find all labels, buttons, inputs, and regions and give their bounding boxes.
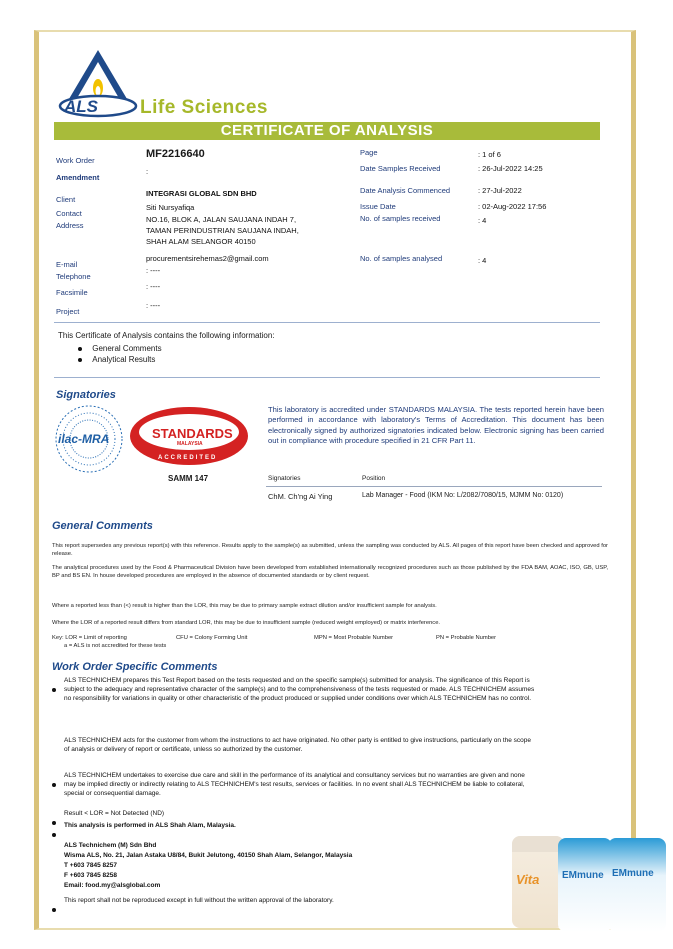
samples-analysed-value: : 4 [478, 256, 487, 265]
address-phone: T +603 7845 8257 [64, 862, 117, 869]
label-work-order: Work Order [56, 156, 95, 165]
accreditation-statement: This laboratory is accredited under STANDARDS MALAYSIA. The tests reported herein have been performed in accordance with laboratory's Terms of Accreditation. This document has been electronically signed by authorized signatories indicated below. Electronic signing has been carried out in compliance with procedure specified in 21 CFR Part 11. [268, 405, 604, 446]
wosc-b1: ALS TECHNICHEM prepares this Test Report based on the tests requested and on the specific sample(s) submitted for analysis. The significance of this Report is subject to the adequacy and representative character of the sample(s) and to the comprehensiveness of the tests requested or made. ALS TECHNICHEM assumes no responsibility for variations in quality or other characteristic of the product produced or supplied under conditions over which ALS TECHNICHEM has no control. [64, 677, 535, 702]
divider [54, 322, 600, 323]
col-position: Position [362, 475, 386, 482]
product-label: EMmune [562, 870, 604, 881]
product-box-emmune [608, 838, 666, 932]
label-address: Address [56, 221, 84, 230]
label-page: Page [360, 148, 378, 157]
label-client: Client [56, 195, 76, 204]
label-samples-received: No. of samples received [360, 214, 441, 223]
address-company: ALS Technichem (M) Sdn Bhd [64, 842, 157, 849]
address-fax: F +603 7845 8258 [64, 872, 117, 879]
label-email: E-mail [56, 260, 78, 269]
contact-value: Siti Nursyafiqa [146, 203, 195, 212]
wosc-b3: Result < LOR = Not Detected (ND) [64, 810, 165, 817]
telephone-value: : ---- [146, 266, 161, 275]
label-issue-date: Issue Date [360, 202, 396, 211]
amendment-value: : [146, 167, 149, 176]
wosc-heading: Work Order Specific Comments [52, 661, 218, 673]
ilac-text: ilac-MRA [58, 432, 110, 446]
address-email: Email: food.my@alsglobal.com [64, 882, 161, 889]
signatory-position: Lab Manager - Food (IKM No: L/2082/7080/15, MJMM No: 0120) [362, 492, 564, 499]
client-value: INTEGRASI GLOBAL SDN BHD [146, 189, 257, 198]
wosc-b4: This analysis is performed in ALS Shah Alam, Malaysia. [64, 822, 236, 829]
email-value: procurementsirehemas2@gmail.com [146, 254, 269, 263]
work-order-number: MF2216640 [146, 148, 205, 160]
bullet-icon [52, 679, 56, 697]
contents-item-label: Analytical Results [92, 355, 156, 364]
key-pn: PN = Probable Number [436, 635, 497, 641]
samm-number: SAMM 147 [168, 474, 209, 483]
date-received-value: : 26-Jul-2022 14:25 [478, 164, 543, 173]
address-line-3: SHAH ALAM SELANGOR 40150 [146, 237, 256, 246]
bullet-icon [78, 358, 82, 362]
address-line-1: NO.16, BLOK A, JALAN SAUJANA INDAH 7, [146, 215, 297, 224]
label-samples-analysed: No. of samples analysed [360, 254, 443, 263]
key-mpn: MPN = Most Probable Number [314, 635, 394, 641]
page-value: : 1 of 6 [478, 150, 501, 159]
contents-item-label: General Comments [92, 344, 162, 353]
label-date-commenced: Date Analysis Commenced [360, 186, 451, 195]
label-contact: Contact [56, 209, 82, 218]
product-bottle-emmune [558, 838, 612, 932]
product-bottle-vita [512, 836, 564, 928]
tagline: Life Sciences [140, 97, 268, 118]
bullet-icon [78, 347, 82, 351]
address-line-2: TAMAN PERINDUSTRIAN SAUJANA INDAH, [146, 226, 299, 235]
facsimile-value: : ---- [146, 282, 161, 291]
general-p2: The analytical procedures used by the Food & Pharmaceutical Division have been developed from established internationally recognized procedures such as those published by the FDA BAM, AOAC, ISO, GB, USP, BP and BS EN. In house developed procedures are employed in the absence of documented standards or by client request. [52, 565, 608, 579]
standards-text: STANDARDS [152, 426, 233, 441]
bullet-icon [52, 774, 56, 792]
general-p1: This report supersedes any previous report(s) with this reference. Results apply to the sample(s) as submitted, unless the sampling was conducted by ALS. All pages of this report have been checked and approved for release. [52, 543, 608, 557]
date-commenced-value: : 27-Jul-2022 [478, 186, 522, 195]
document-title: CERTIFICATE OF ANALYSIS [54, 122, 600, 140]
label-facsimile: Facsimile [56, 288, 88, 297]
bullet-icon [52, 824, 56, 842]
malaysia-text: MALAYSIA [177, 441, 203, 447]
contents-intro: This Certificate of Analysis contains the following information: [58, 331, 275, 340]
label-amendment: Amendment [56, 173, 100, 182]
divider [54, 377, 600, 378]
samples-received-value: : 4 [478, 216, 487, 225]
issue-date-value: : 02-Aug-2022 17:56 [478, 202, 547, 211]
accredited-text: ACCREDITED [158, 455, 218, 461]
contents-item [78, 355, 155, 364]
product-label: EMmune [612, 868, 654, 879]
signatory-name: ChM. Ch'ng Ai Ying [268, 492, 333, 501]
general-comments-heading: General Comments [52, 520, 153, 532]
label-date-received: Date Samples Received [360, 164, 441, 173]
wosc-b2: ALS TECHNICHEM undertakes to exercise due care and skill in the performance of its analytical and consultancy services but no warranties are given and none may be implied directly or indirectly relating to ALS TECHNICHEM's test results, services or facilities. In no event shall ALS TECHNICHEM be liable to collateral, special or consequential damage. [64, 772, 525, 797]
col-signatories: Signatories [268, 475, 301, 482]
key-accredited: a = ALS is not accredited for these tests [64, 643, 167, 649]
label-project: Project [56, 307, 80, 316]
project-value: : ---- [146, 301, 161, 310]
label-telephone: Telephone [56, 272, 91, 281]
bullet-icon [52, 899, 56, 917]
wosc-b1-cont: ALS TECHNICHEM acts for the customer from whom the instructions to act have originated. No other party is entitled to give instructions, particularly on the scope of analysis or delivery of report or certificate, unless so authorized by the customer. [64, 737, 532, 753]
general-p3: Where a reported less than (<) result is higher than the LOR, this may be due to primary sample extract dilution and/or insufficient sample for analysis. [52, 603, 437, 609]
divider [266, 486, 602, 487]
wosc-b5: This report shall not be reproduced except in full without the written approval of the laboratory. [64, 897, 334, 904]
product-label: Vita [516, 872, 540, 887]
signatories-heading: Signatories [56, 389, 116, 401]
contents-item [78, 344, 162, 353]
general-p4: Where the LOR of a reported result differs from standard LOR, this may be due to insufficient sample (reduced weight employed) or matrix interference. [52, 620, 441, 626]
address-street: Wisma ALS, No. 21, Jalan Astaka U8/84, Bukit Jelutong, 40150 Shah Alam, Selangor, Malaysia [64, 852, 353, 859]
key-lor: Key: LOR = Limit of reporting [52, 635, 127, 641]
key-cfu: CFU = Colony Forming Unit [176, 635, 248, 641]
logo-text: ALS [64, 97, 98, 116]
